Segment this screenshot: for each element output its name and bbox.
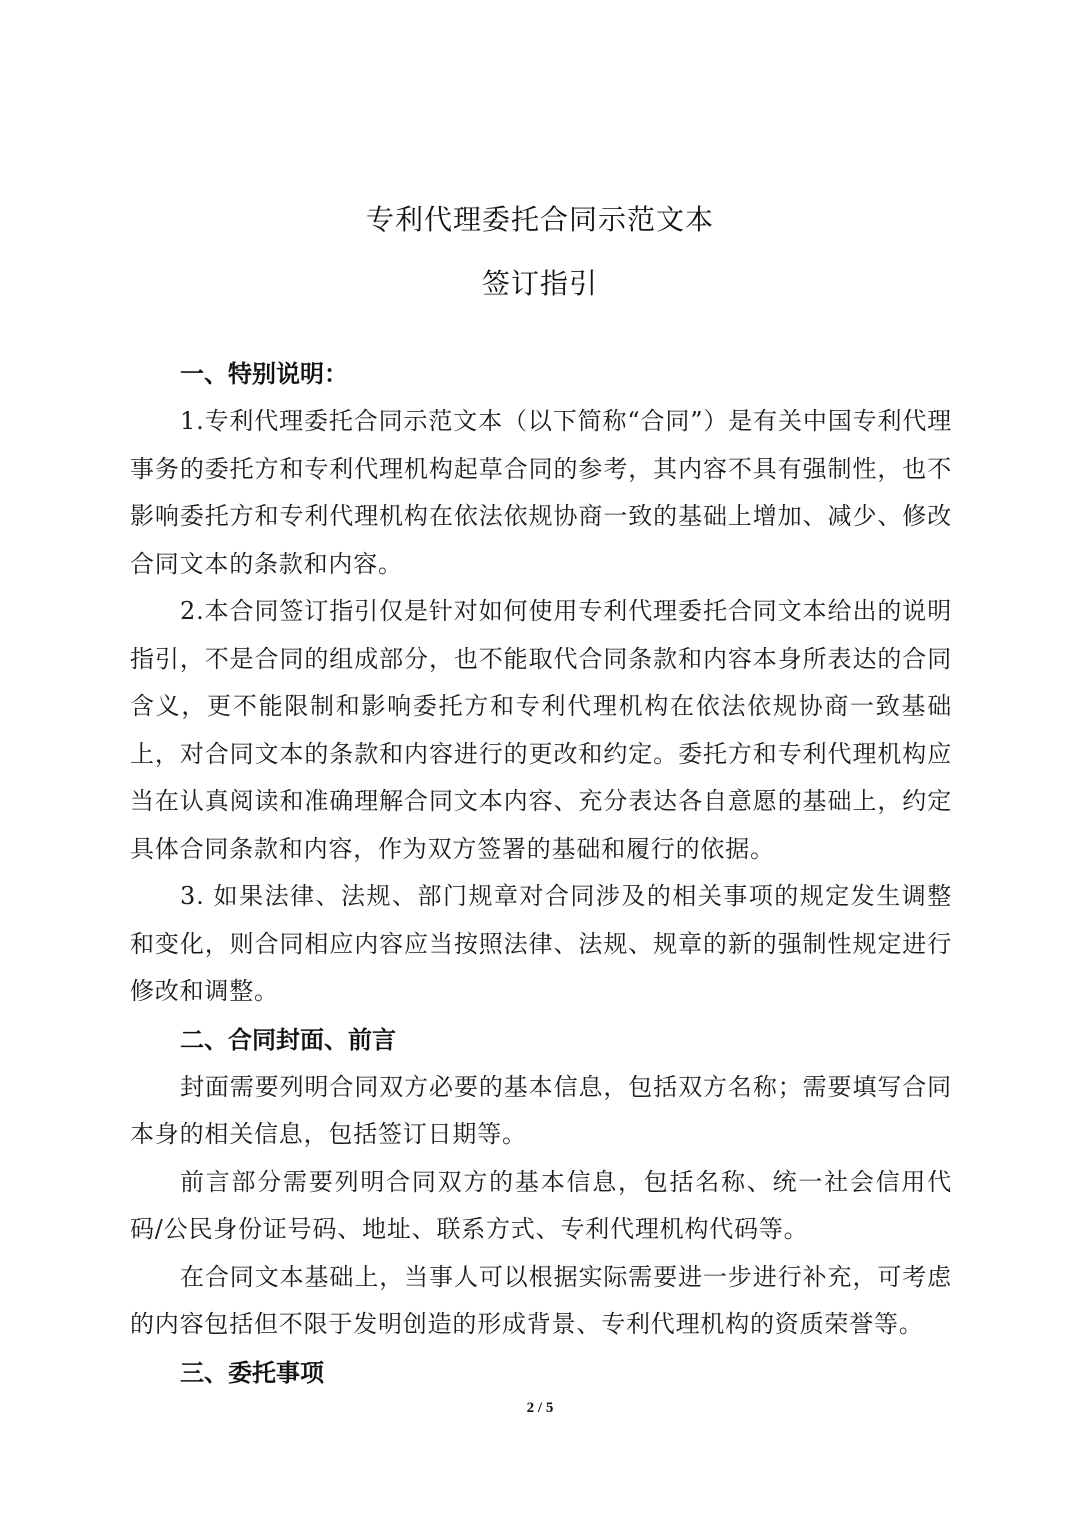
section-heading-entrusted-matters: 三、委托事项 [180, 1358, 324, 1387]
paragraph: 封面需要列明合同双方必要的基本信息，包括双方名称；需要填写合同本身的相关信息，包括签订日期等。 [130, 1072, 952, 1148]
document-title: 专利代理委托合同示范文本 [365, 203, 714, 236]
section-heading-cover-preface: 二、合同封面、前言 [180, 1025, 396, 1054]
paragraph: 在合同文本基础上，当事人可以根据实际需要进一步进行补充，可考虑的内容包括但不限于发明创造的形成背景、专利代理机构的资质荣誉等。 [130, 1262, 952, 1338]
paragraph: 2.本合同签订指引仅是针对如何使用专利代理委托合同文本给出的说明指引，不是合同的组成部分，也不能取代合同条款和内容本身所表达的合同含义，更不能限制和影响委托方和专利代理机构在依法依规协商一致基础上，对合同文本的条款和内容进行的更改和约定。委托方和专利代理机构应当在认真阅读和准确理解合同文本内容、充分表达各自意愿的基础上，约定具体合同条款和内容，作为双方签署的基础和履行的依据。 [130, 597, 952, 863]
paragraph: 3. 如果法律、法规、部门规章对合同涉及的相关事项的规定发生调整和变化，则合同相应内容应当按照法律、法规、规章的新的强制性规定进行修改和调整。 [130, 882, 952, 1005]
section-heading-special-notes: 一、特别说明： [180, 360, 348, 388]
document-body [130, 350, 952, 1397]
document-subtitle: 签订指引 [481, 267, 598, 300]
paragraph: 1.专利代理委托合同示范文本（以下简称“合同”）是有关中国专利代理事务的委托方和专利代理机构起草合同的参考，其内容不具有强制性，也不影响委托方和专利代理机构在依法依规协商一致的基础上增加、减少、修改合同文本的条款和内容。 [130, 407, 952, 578]
paragraph: 前言部分需要列明合同双方的基本信息，包括名称、统一社会信用代码/公民身份证号码、地址、联系方式、专利代理机构代码等。 [130, 1167, 952, 1243]
page-number: 2 / 5 [526, 1400, 554, 1416]
